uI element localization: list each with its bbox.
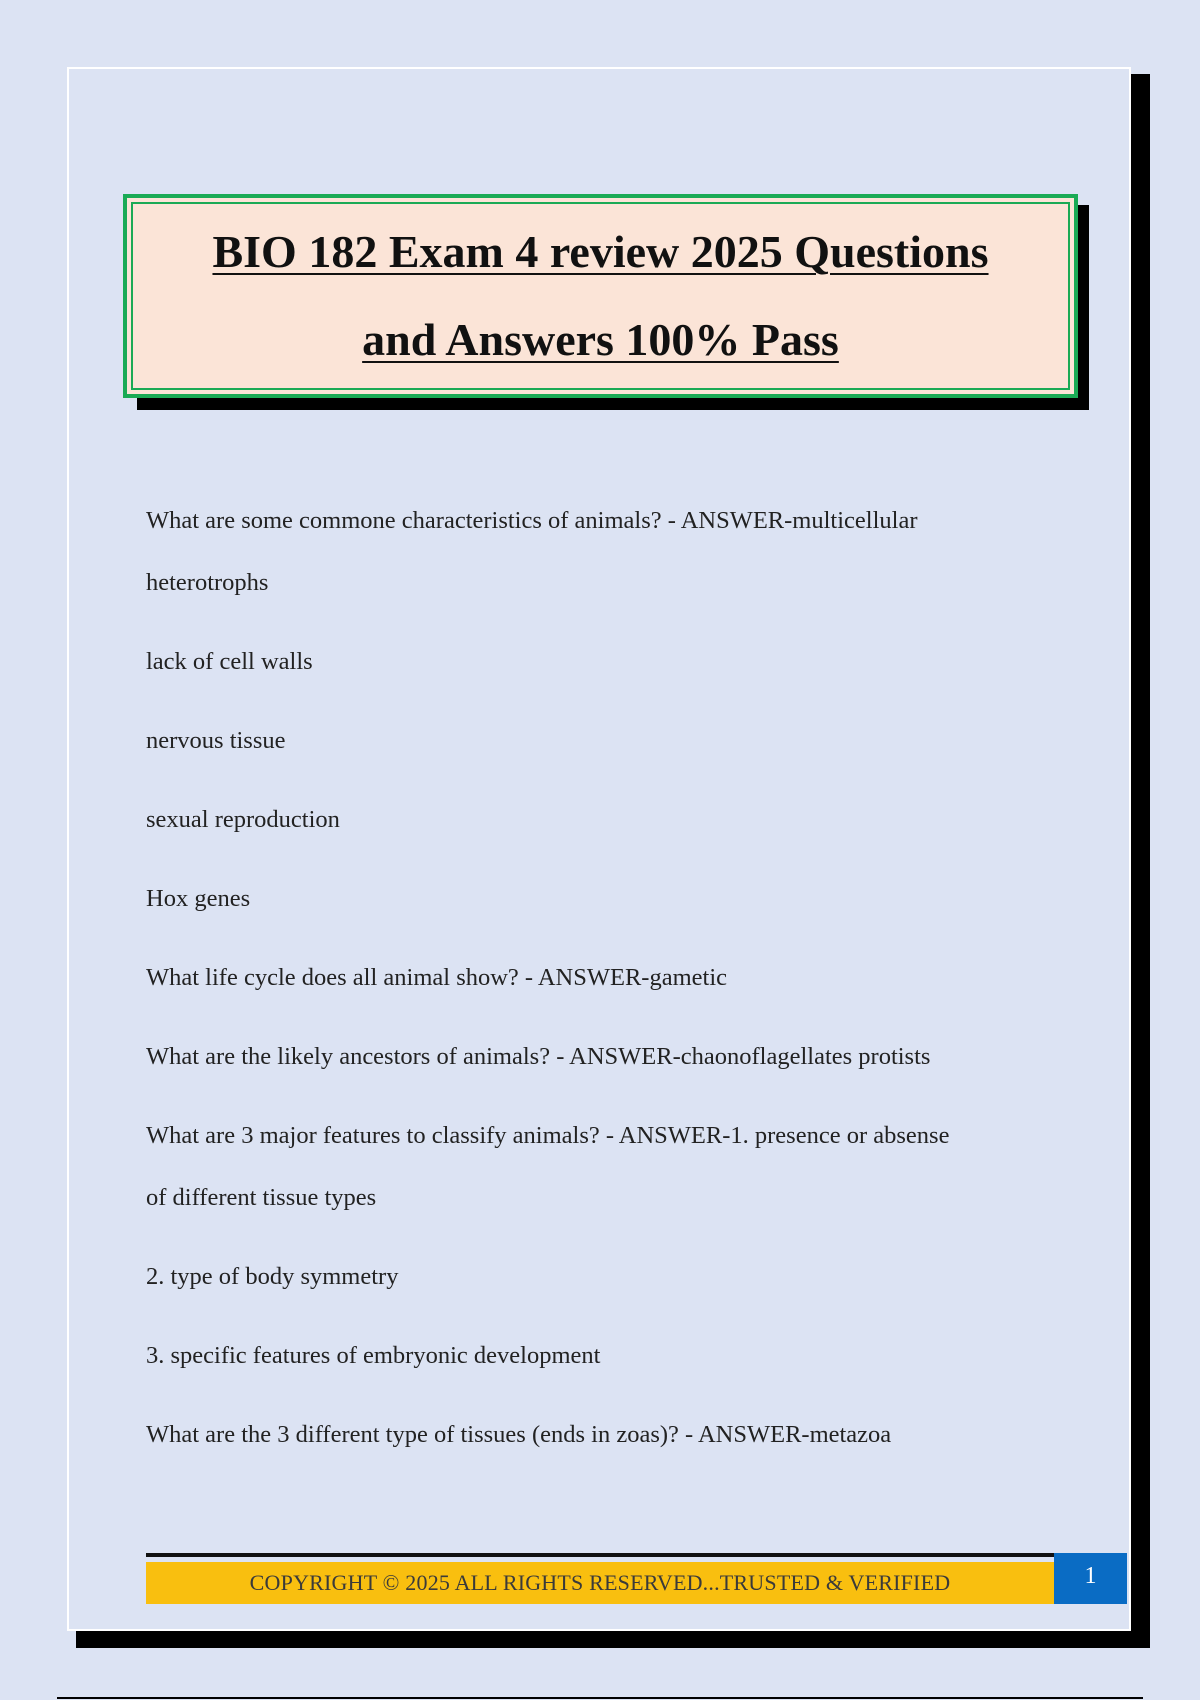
document-title	[127, 208, 1074, 384]
qa-line: What are some commone characteristics of animals? - ANSWER-multicellular	[146, 507, 918, 534]
qa-line: What are the likely ancestors of animals? - ANSWER-chaonoflagellates protists	[146, 1043, 931, 1070]
qa-line: lack of cell walls	[146, 648, 313, 675]
qa-line: What are 3 major features to classify animals? - ANSWER-1. presence or absense	[146, 1122, 950, 1149]
qa-line: What are the 3 different type of tissues (ends in zoas)? - ANSWER-metazoa	[146, 1421, 892, 1448]
footer-rule	[146, 1553, 1054, 1557]
page-bottom-divider	[57, 1697, 1143, 1699]
qa-line: 2. type of body symmetry	[146, 1263, 399, 1290]
qa-line: heterotrophs	[146, 569, 269, 596]
qa-line: of different tissue types	[146, 1184, 377, 1211]
qa-line: Hox genes	[146, 885, 251, 912]
title-box	[123, 194, 1078, 398]
title-line-1: BIO 182 Exam 4 review 2025 Questions	[212, 226, 989, 277]
footer-copyright: COPYRIGHT © 2025 ALL RIGHTS RESERVED...TRUSTED & VERIFIED	[146, 1562, 1054, 1604]
page-number: 1	[1054, 1553, 1127, 1604]
title-line-2: and Answers 100% Pass	[362, 314, 839, 365]
qa-line: nervous tissue	[146, 727, 286, 754]
qa-line: sexual reproduction	[146, 806, 340, 833]
qa-line: 3. specific features of embryonic development	[146, 1342, 601, 1369]
qa-line: What life cycle does all animal show? - ANSWER-gametic	[146, 964, 728, 991]
qa-content	[146, 490, 1046, 1466]
